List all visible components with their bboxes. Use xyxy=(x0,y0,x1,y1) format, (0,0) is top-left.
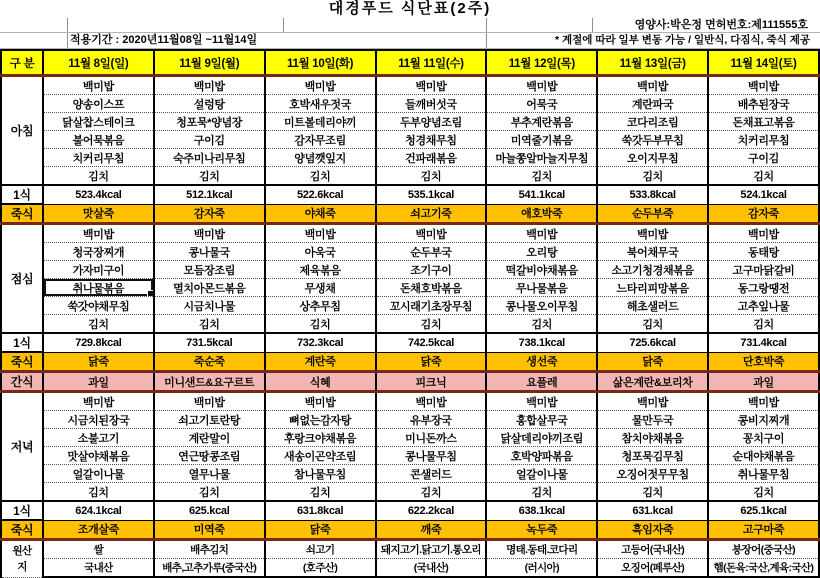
menu-cell[interactable]: 김치 xyxy=(708,483,819,502)
menu-cell[interactable]: 김치 xyxy=(154,167,265,186)
page-title: 대경푸드 식단표(2주) xyxy=(328,0,492,17)
snack-cell[interactable]: 요플레 xyxy=(486,372,597,392)
menu-cell[interactable]: 콩나물오이무침 xyxy=(486,297,597,315)
menu-cell[interactable]: 김치 xyxy=(154,483,265,502)
row-label-origin[interactable] xyxy=(1,540,43,578)
kcal-cell[interactable]: 625.1kcal xyxy=(708,501,819,520)
origin-label-line1: 원산 xyxy=(12,544,32,557)
menu-cell[interactable]: 두부양념조림 xyxy=(376,113,487,131)
menu-cell[interactable]: 김치 xyxy=(376,167,487,186)
kcal-cell[interactable]: 631.8kcal xyxy=(265,501,376,520)
menu-cell[interactable]: 상추무침 xyxy=(265,297,376,315)
origin-item-cell[interactable]: 쌀 xyxy=(43,540,154,559)
porridge-cell[interactable]: 닭죽 xyxy=(265,520,376,540)
origin-country-cell[interactable]: (러시아) xyxy=(486,559,597,578)
menu-cell[interactable]: 계란말이 xyxy=(154,429,265,447)
day-header[interactable]: 11월 13일(금) xyxy=(597,50,708,76)
row-label-kcal[interactable]: 1식 xyxy=(1,333,43,352)
menu-cell[interactable]: 쑥갓야채무침 xyxy=(43,297,154,315)
grid-hairline xyxy=(486,33,487,48)
menu-cell[interactable]: 미니돈까스 xyxy=(376,429,487,447)
menu-cell[interactable]: 북어채무국 xyxy=(597,243,708,261)
menu-cell[interactable]: 순대야채볶음 xyxy=(708,447,819,465)
origin-country-cell[interactable]: 배추,고추가루(중국산) xyxy=(154,559,265,578)
row-label-snack[interactable]: 간식 xyxy=(1,372,43,392)
menu-cell[interactable]: 백미밥 xyxy=(376,224,487,243)
nutritionist-info: 영양사:박은정 면허번호:제111555호 xyxy=(634,19,808,31)
origin-item-cell[interactable]: 배추김치 xyxy=(154,540,265,559)
porridge-cell[interactable]: 깨죽 xyxy=(376,520,487,540)
menu-cell[interactable]: 얼갈이나물 xyxy=(486,465,597,483)
kcal-cell[interactable]: 731.4kcal xyxy=(708,333,819,352)
meal-plan-table xyxy=(0,49,820,578)
menu-cell[interactable]: 취나물무침 xyxy=(708,465,819,483)
menu-cell[interactable]: 구이김 xyxy=(708,149,819,167)
origin-country-cell[interactable]: 햄(돈육:국산,계육:국산) xyxy=(708,559,819,578)
kcal-cell[interactable]: 638.1kcal xyxy=(486,501,597,520)
menu-cell[interactable]: 청국장찌개 xyxy=(43,243,154,261)
menu-cell[interactable]: 시금치나물 xyxy=(154,297,265,315)
menu-cell[interactable]: 김치 xyxy=(376,315,487,334)
menu-cell[interactable]: 김치 xyxy=(154,315,265,334)
porridge-cell[interactable]: 흑임자죽 xyxy=(597,520,708,540)
kcal-cell[interactable]: 732.3kcal xyxy=(265,333,376,352)
menu-cell[interactable]: 치커리무침 xyxy=(43,149,154,167)
menu-cell[interactable]: 백미밥 xyxy=(486,224,597,243)
origin-country-cell[interactable]: (국내산) xyxy=(376,559,487,578)
menu-cell[interactable]: 동그랑땡전 xyxy=(708,279,819,297)
kcal-cell[interactable]: 524.1kcal xyxy=(708,185,819,204)
porridge-cell[interactable]: 녹두죽 xyxy=(486,520,597,540)
menu-cell[interactable]: 오징어젓무무침 xyxy=(597,465,708,483)
grid-hairline xyxy=(283,18,284,32)
apply-period: 적용기간 : 2020년11월08일 ~11월14일 xyxy=(70,34,258,46)
period-row xyxy=(0,33,820,49)
kcal-cell[interactable]: 533.8kcal xyxy=(597,185,708,204)
menu-cell[interactable]: 새송이곤약조림 xyxy=(265,447,376,465)
menu-cell[interactable]: 고구마닭갈비 xyxy=(708,261,819,279)
menu-cell[interactable]: 들깨버섯국 xyxy=(376,95,487,113)
menu-cell[interactable]: 가자미구이 xyxy=(43,261,154,279)
menu-cell[interactable]: 순두부국 xyxy=(376,243,487,261)
corner-header-gubun[interactable]: 구 분 xyxy=(1,50,43,76)
grid-hairline xyxy=(67,33,68,48)
menu-cell[interactable]: 김치 xyxy=(265,315,376,334)
menu-cell[interactable]: 닭살데리야끼조림 xyxy=(486,429,597,447)
day-header[interactable]: 11월 14일(토) xyxy=(708,50,819,76)
menu-cell[interactable]: 미트볼데리야끼 xyxy=(265,113,376,131)
menu-cell[interactable]: 백미밥 xyxy=(265,76,376,95)
menu-cell[interactable]: 어묵국 xyxy=(486,95,597,113)
menu-cell[interactable]: 건파래볶음 xyxy=(376,149,487,167)
menu-cell[interactable]: 닭살찹스테이크 xyxy=(43,113,154,131)
menu-cell[interactable]: 백미밥 xyxy=(154,224,265,243)
menu-cell[interactable]: 조기구이 xyxy=(376,261,487,279)
porridge-cell[interactable]: 맛살죽 xyxy=(43,204,154,224)
menu-cell[interactable]: 콩나물무침 xyxy=(376,447,487,465)
menu-cell[interactable]: 미역줄기볶음 xyxy=(486,131,597,149)
menu-cell[interactable]: 유부장국 xyxy=(376,411,487,429)
menu-cell[interactable]: 부추계란볶음 xyxy=(486,113,597,131)
menu-cell[interactable]: 백미밥 xyxy=(708,224,819,243)
snack-cell[interactable]: 식혜 xyxy=(265,372,376,392)
kcal-cell[interactable]: 624.1kcal xyxy=(43,501,154,520)
menu-cell[interactable]: 떡갈비야채볶음 xyxy=(486,261,597,279)
porridge-cell[interactable]: 닭죽 xyxy=(376,352,487,372)
menu-cell[interactable]: 마늘쫑알마늘지무침 xyxy=(486,149,597,167)
menu-cell[interactable]: 느타리피망볶음 xyxy=(597,279,708,297)
menu-cell[interactable]: 백미밥 xyxy=(597,224,708,243)
menu-cell[interactable]: 얼갈이나물 xyxy=(43,465,154,483)
menu-cell[interactable]: 양송이스프 xyxy=(43,95,154,113)
origin-item-cell[interactable]: 명태.동태.코다리 xyxy=(486,540,597,559)
menu-cell[interactable]: 백미밥 xyxy=(265,224,376,243)
section-label-lunch[interactable]: 점심 xyxy=(1,224,43,334)
menu-cell[interactable]: 백미밥 xyxy=(43,224,154,243)
menu-cell[interactable]: 취나물볶음 xyxy=(43,279,154,297)
kcal-cell[interactable]: 512.1kcal xyxy=(154,185,265,204)
menu-cell[interactable]: 오리탕 xyxy=(486,243,597,261)
origin-country-cell[interactable]: 오징어(페루산) xyxy=(597,559,708,578)
menu-cell[interactable]: 김치 xyxy=(597,483,708,502)
porridge-cell[interactable]: 닭죽 xyxy=(597,352,708,372)
menu-cell[interactable]: 김치 xyxy=(43,167,154,186)
menu-cell[interactable]: 참치야채볶음 xyxy=(597,429,708,447)
menu-cell[interactable]: 무나물볶음 xyxy=(486,279,597,297)
menu-cell[interactable]: 백미밥 xyxy=(486,392,597,411)
menu-cell[interactable]: 백미밥 xyxy=(597,392,708,411)
menu-cell[interactable]: 김치 xyxy=(486,483,597,502)
grid-hairline xyxy=(486,18,487,32)
menu-cell[interactable]: 꼬시래기초장무침 xyxy=(376,297,487,315)
menu-cell[interactable]: 동태탕 xyxy=(708,243,819,261)
kcal-cell[interactable]: 738.1kcal xyxy=(486,333,597,352)
kcal-cell[interactable]: 622.2kcal xyxy=(376,501,487,520)
menu-cell[interactable]: 쇠고기토란탕 xyxy=(154,411,265,429)
menu-cell[interactable]: 백미밥 xyxy=(376,76,487,95)
porridge-cell[interactable]: 감자죽 xyxy=(708,204,819,224)
menu-cell[interactable]: 멸치아몬드볶음 xyxy=(154,279,265,297)
menu-cell[interactable]: 콩나물국 xyxy=(154,243,265,261)
menu-cell[interactable]: 돈채표고볶음 xyxy=(708,113,819,131)
porridge-cell[interactable]: 순두부죽 xyxy=(597,204,708,224)
menu-cell[interactable]: 아욱국 xyxy=(265,243,376,261)
porridge-cell[interactable]: 계란죽 xyxy=(265,352,376,372)
kcal-cell[interactable]: 625.kcal xyxy=(154,501,265,520)
menu-cell[interactable]: 김치 xyxy=(486,315,597,334)
menu-cell[interactable]: 청포묵김무침 xyxy=(597,447,708,465)
menu-cell[interactable]: 계란파국 xyxy=(597,95,708,113)
menu-cell[interactable]: 쑥갓두부무침 xyxy=(597,131,708,149)
menu-cell[interactable]: 제육볶음 xyxy=(265,261,376,279)
menu-cell[interactable]: 해초샐러드 xyxy=(597,297,708,315)
origin-label-line2: 지 xyxy=(17,560,27,573)
porridge-cell[interactable]: 고구마죽 xyxy=(708,520,819,540)
kcal-cell[interactable]: 729.8kcal xyxy=(43,333,154,352)
menu-cell[interactable]: 소불고기 xyxy=(43,429,154,447)
menu-cell[interactable]: 백미밥 xyxy=(597,76,708,95)
menu-cell[interactable]: 고추잎나물 xyxy=(708,297,819,315)
menu-cell[interactable]: 김치 xyxy=(708,315,819,334)
menu-cell[interactable]: 백미밥 xyxy=(486,76,597,95)
menu-cell[interactable]: 배추된장국 xyxy=(708,95,819,113)
section-label-dinner[interactable]: 저녁 xyxy=(1,392,43,502)
menu-cell[interactable]: 백미밥 xyxy=(43,392,154,411)
snack-cell[interactable]: 과일 xyxy=(708,372,819,392)
menu-cell[interactable]: 김치 xyxy=(43,483,154,502)
day-header[interactable]: 11월 9일(월) xyxy=(154,50,265,76)
menu-cell[interactable]: 김치 xyxy=(486,167,597,186)
porridge-cell[interactable]: 애호박죽 xyxy=(486,204,597,224)
menu-cell[interactable]: 꽁치구이 xyxy=(708,429,819,447)
origin-item-cell[interactable]: 쇠고기 xyxy=(265,540,376,559)
info-row xyxy=(0,18,820,33)
menu-cell[interactable]: 무생채 xyxy=(265,279,376,297)
menu-cell[interactable]: 뼈없는감자탕 xyxy=(265,411,376,429)
menu-cell[interactable]: 김치 xyxy=(376,483,487,502)
day-header[interactable]: 11월 8일(일) xyxy=(43,50,154,76)
row-label-porridge[interactable]: 죽식 xyxy=(1,204,43,224)
day-header[interactable]: 11월 11일(수) xyxy=(376,50,487,76)
porridge-cell[interactable]: 죽순죽 xyxy=(154,352,265,372)
row-label-porridge[interactable]: 죽식 xyxy=(1,520,43,540)
porridge-cell[interactable]: 조개살죽 xyxy=(43,520,154,540)
porridge-cell[interactable]: 생선죽 xyxy=(486,352,597,372)
snack-cell[interactable]: 피크닉 xyxy=(376,372,487,392)
porridge-cell[interactable]: 쇠고기죽 xyxy=(376,204,487,224)
menu-cell[interactable]: 소고기청경채볶음 xyxy=(597,261,708,279)
porridge-cell[interactable]: 미역죽 xyxy=(154,520,265,540)
kcal-cell[interactable]: 541.1kcal xyxy=(486,185,597,204)
menu-cell[interactable]: 돈채호박볶음 xyxy=(376,279,487,297)
grid-hairline xyxy=(592,18,593,32)
day-header[interactable]: 11월 12일(목) xyxy=(486,50,597,76)
row-label-kcal[interactable]: 1식 xyxy=(1,501,43,520)
menu-cell[interactable]: 설렁탕 xyxy=(154,95,265,113)
menu-cell[interactable]: 후랑크야채볶음 xyxy=(265,429,376,447)
origin-country-cell[interactable]: (호주산) xyxy=(265,559,376,578)
origin-item-cell[interactable]: 돼지고기.닭고기.통오리 xyxy=(376,540,487,559)
kcal-cell[interactable]: 725.6kcal xyxy=(597,333,708,352)
menu-cell[interactable]: 오이지무침 xyxy=(597,149,708,167)
menu-cell[interactable]: 백미밥 xyxy=(708,392,819,411)
row-label-kcal[interactable]: 1식 xyxy=(1,185,43,204)
kcal-cell[interactable]: 731.5kcal xyxy=(154,333,265,352)
menu-cell[interactable]: 맛살야채볶음 xyxy=(43,447,154,465)
menu-cell[interactable]: 모듬장조림 xyxy=(154,261,265,279)
menu-cell[interactable]: 백미밥 xyxy=(154,392,265,411)
snack-cell[interactable]: 삶은계란&보리차 xyxy=(597,372,708,392)
porridge-cell[interactable]: 닭죽 xyxy=(43,352,154,372)
kcal-cell[interactable]: 742.5kcal xyxy=(376,333,487,352)
season-note: * 계절에 따라 일부 변동 가능 / 일반식, 다짐식, 죽식 제공 xyxy=(554,34,810,46)
origin-country-cell[interactable]: 국내산 xyxy=(43,559,154,578)
menu-cell[interactable]: 콘샐러드 xyxy=(376,465,487,483)
kcal-cell[interactable]: 522.6kcal xyxy=(265,185,376,204)
menu-cell[interactable]: 호박새우젓국 xyxy=(265,95,376,113)
porridge-cell[interactable]: 감자죽 xyxy=(154,204,265,224)
kcal-cell[interactable]: 535.1kcal xyxy=(376,185,487,204)
kcal-cell[interactable]: 523.4kcal xyxy=(43,185,154,204)
porridge-cell[interactable]: 단호박죽 xyxy=(708,352,819,372)
menu-cell[interactable]: 숙주미나리무침 xyxy=(154,149,265,167)
menu-cell[interactable]: 참나물무침 xyxy=(265,465,376,483)
menu-cell[interactable]: 시금치된장국 xyxy=(43,411,154,429)
porridge-cell[interactable]: 야채죽 xyxy=(265,204,376,224)
row-label-porridge[interactable]: 죽식 xyxy=(1,352,43,372)
menu-cell[interactable]: 불어묵볶음 xyxy=(43,131,154,149)
menu-cell[interactable]: 청경채무침 xyxy=(376,131,487,149)
menu-cell[interactable]: 콩비지찌개 xyxy=(708,411,819,429)
menu-cell[interactable]: 청포묵*양념장 xyxy=(154,113,265,131)
menu-cell[interactable]: 김치 xyxy=(597,315,708,334)
day-header[interactable]: 11월 10일(화) xyxy=(265,50,376,76)
menu-cell[interactable]: 물만두국 xyxy=(597,411,708,429)
grid-hairline xyxy=(67,18,68,32)
menu-cell[interactable]: 열무나물 xyxy=(154,465,265,483)
snack-cell[interactable]: 과일 xyxy=(43,372,154,392)
menu-cell[interactable]: 백미밥 xyxy=(376,392,487,411)
menu-cell[interactable]: 코다리조림 xyxy=(597,113,708,131)
menu-cell[interactable]: 김치 xyxy=(708,167,819,186)
menu-cell[interactable]: 김치 xyxy=(43,315,154,334)
menu-cell[interactable]: 연근땅콩조림 xyxy=(154,447,265,465)
menu-cell[interactable]: 김치 xyxy=(265,167,376,186)
menu-cell[interactable]: 감자무조림 xyxy=(265,131,376,149)
menu-cell[interactable]: 백미밥 xyxy=(265,392,376,411)
menu-cell[interactable]: 김치 xyxy=(597,167,708,186)
menu-cell[interactable]: 양념깻잎지 xyxy=(265,149,376,167)
origin-item-cell[interactable]: 고등어(국내산) xyxy=(597,540,708,559)
section-label-breakfast[interactable]: 아침 xyxy=(1,76,43,186)
menu-cell[interactable]: 백미밥 xyxy=(154,76,265,95)
menu-cell[interactable]: 홍합살무국 xyxy=(486,411,597,429)
snack-cell[interactable]: 미니샌드&요구르트 xyxy=(154,372,265,392)
origin-item-cell[interactable]: 붕장어(중국산) xyxy=(708,540,819,559)
menu-cell[interactable]: 치커리무침 xyxy=(708,131,819,149)
kcal-cell[interactable]: 631.kcal xyxy=(597,501,708,520)
menu-cell[interactable]: 김치 xyxy=(265,483,376,502)
menu-cell[interactable]: 백미밥 xyxy=(43,76,154,95)
menu-cell[interactable]: 호박양파볶음 xyxy=(486,447,597,465)
menu-cell[interactable]: 구이김 xyxy=(154,131,265,149)
menu-cell[interactable]: 백미밥 xyxy=(708,76,819,95)
